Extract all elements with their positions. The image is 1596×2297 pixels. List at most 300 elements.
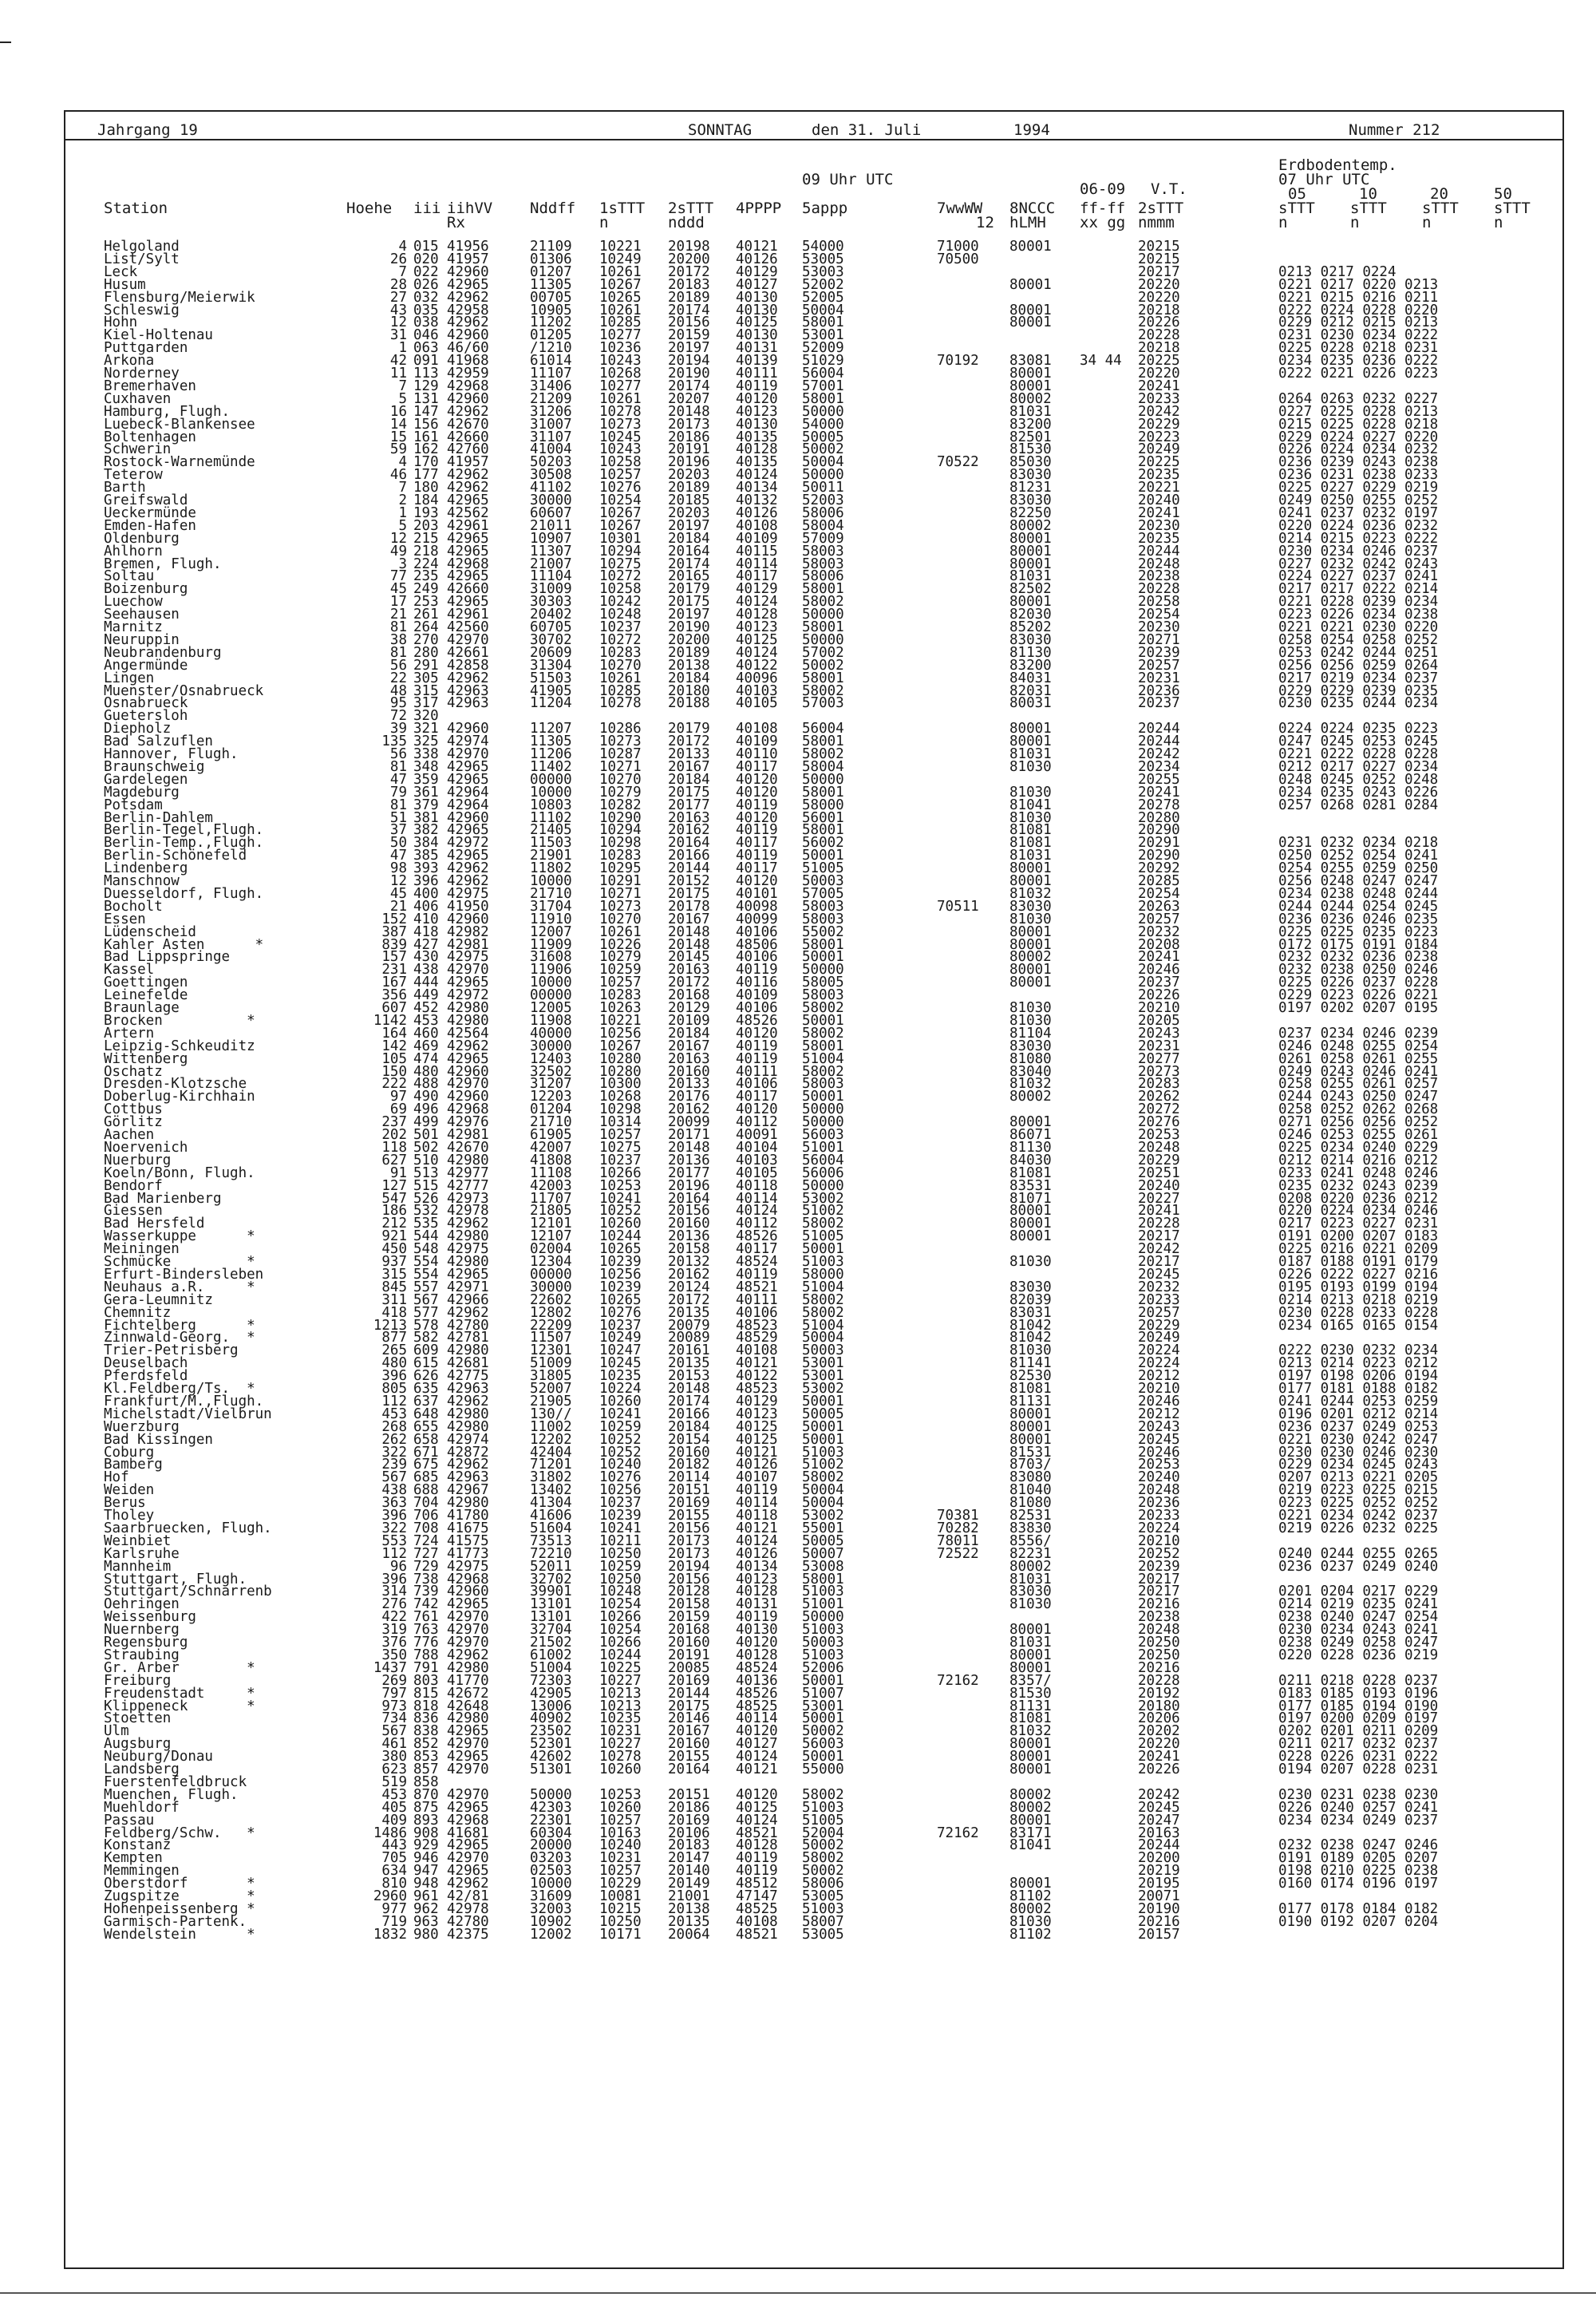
vt-value: 20251	[1138, 1164, 1180, 1181]
nddff-value: 13006	[530, 1698, 572, 1714]
soil-temps: 0177 0178 0184 0182	[1278, 1900, 1439, 1917]
iihvv-value: 42960	[447, 911, 489, 927]
station-height: 4	[398, 454, 407, 471]
iihvv-value: 42968	[447, 555, 489, 572]
temp-2-value: 20174	[668, 378, 710, 394]
station-height: 12	[389, 873, 407, 889]
vt-value: 20217	[1138, 1571, 1180, 1587]
vt-value: 20243	[1138, 1418, 1180, 1435]
table-row	[65, 568, 1562, 585]
temp-1-value: 10300	[599, 1076, 642, 1093]
iihvv-value: 42981	[447, 1127, 489, 1143]
temp-1-value: 10259	[599, 962, 642, 978]
cloud-value: 80001	[1009, 1659, 1052, 1676]
table-row	[65, 1190, 1562, 1207]
station-name: Zugspitze *	[104, 1888, 255, 1904]
nddff-value: 02503	[530, 1863, 572, 1880]
cloud-value: 81231	[1009, 480, 1052, 496]
station-height: 14	[389, 416, 407, 433]
cloud-value: 83030	[1009, 467, 1052, 484]
table-row	[65, 1050, 1562, 1067]
temp-2-value: 20089	[668, 1330, 710, 1346]
station-id: 836	[413, 1710, 439, 1727]
temp-1-value: 10241	[599, 1405, 642, 1422]
table-row	[65, 873, 1562, 889]
table-row	[65, 1622, 1562, 1639]
iihvv-value: 42760	[447, 441, 489, 458]
station-name: Norderney	[104, 366, 180, 382]
station-id: 218	[413, 543, 439, 559]
station-height: 42	[389, 353, 407, 370]
temp-2-value: 20197	[668, 517, 710, 534]
station-id: 515	[413, 1177, 439, 1194]
pressure-value: 47147	[736, 1888, 778, 1904]
station-name: Chemnitz	[104, 1304, 172, 1321]
tendency-value: 58003	[802, 555, 844, 572]
cloud-value: 81032	[1009, 885, 1052, 902]
header-rule	[65, 139, 1562, 140]
temp-1-value: 10253	[599, 1177, 642, 1194]
temp-1-value: 10270	[599, 771, 642, 788]
temp-2-value: 20135	[668, 1913, 710, 1930]
iihvv-value: 41968	[447, 353, 489, 370]
nddff-value: 01306	[530, 251, 572, 267]
station-height: 350	[381, 1647, 407, 1663]
soil-temps: 0213 0214 0223 0212	[1278, 1355, 1439, 1372]
temp-2-value: 20171	[668, 1127, 710, 1143]
vt-value: 20225	[1138, 353, 1180, 370]
temp-2-value: 20167	[668, 758, 710, 775]
nddff-value: 21405	[530, 822, 572, 839]
station-height: 7	[398, 480, 407, 496]
cloud-value: 80001	[1009, 1216, 1052, 1232]
station-name: Koeln/Bonn, Flugh.	[104, 1164, 255, 1181]
table-row	[65, 1508, 1562, 1524]
temp-1-value: 10260	[599, 1761, 642, 1777]
table-row	[65, 695, 1562, 712]
temp-2-value: 20160	[668, 1736, 710, 1753]
cloud-value: 82030	[1009, 607, 1052, 623]
soil-temps: 0238 0249 0258 0247	[1278, 1635, 1439, 1651]
cloud-value: 81030	[1009, 1342, 1052, 1359]
cloud-value: 80001	[1009, 1812, 1052, 1829]
cloud-value: 80001	[1009, 555, 1052, 572]
tendency-value: 50000	[802, 1101, 844, 1118]
tendency-value: 56006	[802, 1164, 844, 1181]
temp-2-value: 20184	[668, 1025, 710, 1042]
iihvv-value: 42963	[447, 695, 489, 712]
station-name: Mannheim	[104, 1558, 172, 1575]
temp-2-value: 20162	[668, 1266, 710, 1283]
cloud-value: 80001	[1009, 860, 1052, 877]
station-height: 5	[398, 517, 407, 534]
soil-temps: 0230 0228 0233 0228	[1278, 1304, 1439, 1321]
station-height: 105	[381, 1050, 407, 1067]
station-name: Stuttgart, Flugh.	[104, 1571, 247, 1587]
station-height: 1213	[373, 1317, 407, 1334]
tendency-value: 58006	[802, 568, 844, 585]
pressure-value: 40124	[736, 467, 778, 484]
station-name: Doberlug-Kirchhain	[104, 1089, 255, 1105]
pressure-value: 48521	[736, 1926, 778, 1943]
cloud-value: 84030	[1009, 1152, 1052, 1168]
soil-temps: 0219 0226 0232 0225	[1278, 1520, 1439, 1536]
station-name: Augsburg	[104, 1736, 172, 1753]
temp-2-value: 20164	[668, 1761, 710, 1777]
station-name: Bamberg	[104, 1457, 163, 1473]
pressure-value: 48523	[736, 1381, 778, 1397]
col-ff-sub: xx gg	[1080, 214, 1126, 231]
nddff-value: 22209	[530, 1317, 572, 1334]
iihvv-value: 42980	[447, 1710, 489, 1727]
tendency-value: 58004	[802, 758, 844, 775]
nddff-value: 10000	[530, 1876, 572, 1892]
nddff-value: 32502	[530, 1063, 572, 1080]
station-id: 803	[413, 1672, 439, 1689]
iihvv-value: 42975	[447, 1558, 489, 1575]
tendency-value: 51029	[802, 353, 844, 370]
tendency-value: 50005	[802, 1405, 844, 1422]
vt-value: 20217	[1138, 263, 1180, 280]
cloud-value: 81040	[1009, 1482, 1052, 1499]
pressure-value: 40119	[736, 1038, 778, 1054]
cloud-value: 81030	[1009, 809, 1052, 826]
temp-1-value: 10294	[599, 822, 642, 839]
station-height: 7	[398, 378, 407, 394]
station-name: Artern	[104, 1025, 155, 1042]
station-id: 379	[413, 797, 439, 813]
pressure-value: 40110	[736, 746, 778, 762]
temp-2-value: 20176	[668, 1089, 710, 1105]
station-height: 607	[381, 1000, 407, 1016]
temp-2-value: 20167	[668, 1723, 710, 1740]
temp-1-value: 10245	[599, 1355, 642, 1372]
temp-2-value: 20148	[668, 923, 710, 940]
cloud-value: 85202	[1009, 619, 1052, 635]
table-row	[65, 1825, 1562, 1841]
station-id: 727	[413, 1545, 439, 1562]
table-row	[65, 1012, 1562, 1029]
cloud-value: 81130	[1009, 1139, 1052, 1156]
station-id: 980	[413, 1926, 439, 1943]
temp-2-value: 20180	[668, 682, 710, 699]
temp-2-value: 20184	[668, 1418, 710, 1435]
iihvv-value: 41950	[447, 898, 489, 915]
station-height: 39	[389, 721, 407, 737]
station-id: 305	[413, 670, 439, 686]
nddff-value: 30508	[530, 467, 572, 484]
iihvv-value: 42975	[447, 949, 489, 966]
pressure-value: 40128	[736, 1583, 778, 1600]
station-id: 460	[413, 1025, 439, 1042]
soil-temps: 0202 0201 0211 0209	[1278, 1723, 1439, 1740]
cloud-value: 80001	[1009, 1749, 1052, 1765]
vt-value: 20210	[1138, 1000, 1180, 1016]
nddff-value: 22301	[530, 1812, 572, 1829]
station-id: 488	[413, 1076, 439, 1093]
vt-value: 20233	[1138, 1291, 1180, 1308]
nddff-value: 31009	[530, 581, 572, 598]
cloud-value: 81030	[1009, 784, 1052, 801]
iihvv-value: 42963	[447, 682, 489, 699]
station-height: 387	[381, 923, 407, 940]
station-id: 724	[413, 1532, 439, 1549]
station-name: Berlin-Dahlem	[104, 809, 213, 826]
depth-10: 10	[1359, 185, 1377, 203]
tendency-value: 53001	[802, 1355, 844, 1372]
vt-value: 20220	[1138, 1736, 1180, 1753]
vt-value: 20236	[1138, 1495, 1180, 1512]
iihvv-value: 42960	[447, 721, 489, 737]
pressure-value: 40111	[736, 1063, 778, 1080]
iihvv-value: 42960	[447, 263, 489, 280]
table-row	[65, 1139, 1562, 1156]
vt-value: 20291	[1138, 835, 1180, 852]
temp-2-value: 20188	[668, 695, 710, 712]
temp-2-value: 20164	[668, 543, 710, 559]
table-row	[65, 378, 1562, 394]
iihvv-value: 42965	[447, 1837, 489, 1854]
iihvv-value: 42980	[447, 1254, 489, 1270]
nddff-value: 11002	[530, 1418, 572, 1435]
soil-temps: 0226 0224 0234 0232	[1278, 441, 1439, 458]
tendency-value: 50000	[802, 631, 844, 648]
temp-1-value: 10243	[599, 441, 642, 458]
station-id: 685	[413, 1469, 439, 1486]
tendency-value: 50001	[802, 1393, 844, 1409]
cloud-value: 83040	[1009, 1063, 1052, 1080]
table-row	[65, 1101, 1562, 1118]
temp-1-value: 10268	[599, 1089, 642, 1105]
table-row	[65, 1254, 1562, 1270]
station-name: Aachen	[104, 1127, 155, 1143]
nddff-value: 52007	[530, 1381, 572, 1397]
tendency-value: 50003	[802, 1635, 844, 1651]
station-name: Konstanz	[104, 1837, 172, 1854]
station-name: Gr. Arber *	[104, 1659, 255, 1676]
soil-temps: 0211 0217 0232 0237	[1278, 1736, 1439, 1753]
tendency-value: 51005	[802, 1228, 844, 1245]
station-height: 405	[381, 1799, 407, 1816]
station-id: 091	[413, 353, 439, 370]
temp-1-value: 10261	[599, 670, 642, 686]
station-height: 79	[389, 784, 407, 801]
station-name: Kassel	[104, 962, 155, 978]
cloud-value: 81031	[1009, 568, 1052, 585]
station-height: 118	[381, 1139, 407, 1156]
iihvv-value: 42965	[447, 543, 489, 559]
temp-1-value: 10081	[599, 1888, 642, 1904]
cloud-value: 81030	[1009, 1000, 1052, 1016]
tendency-value: 55000	[802, 1761, 844, 1777]
station-id: 548	[413, 1241, 439, 1258]
temp-2-value: 20182	[668, 1457, 710, 1473]
table-row	[65, 581, 1562, 598]
temp-1-value: 10248	[599, 1583, 642, 1600]
station-height: 265	[381, 1342, 407, 1359]
nddff-value: 10905	[530, 302, 572, 318]
vt-label: V.T.	[1151, 180, 1187, 198]
pressure-value: 40117	[736, 1241, 778, 1258]
nddff-value: 31802	[530, 1469, 572, 1486]
station-id: 490	[413, 1089, 439, 1105]
nddff-value: 61905	[530, 1127, 572, 1143]
nddff-value: 20609	[530, 644, 572, 661]
cloud-value: 83030	[1009, 492, 1052, 508]
tendency-value: 58000	[802, 1266, 844, 1283]
pressure-value: 40114	[736, 1710, 778, 1727]
depth-50: 50	[1494, 185, 1512, 203]
tendency-value: 52005	[802, 289, 844, 306]
station-id: 418	[413, 923, 439, 940]
temp-1-value: 10277	[599, 378, 642, 394]
iihvv-value: 42962	[447, 289, 489, 306]
iihvv-value: 42858	[447, 657, 489, 674]
table-row	[65, 758, 1562, 775]
nddff-value: 21710	[530, 885, 572, 902]
table-row	[65, 1863, 1562, 1880]
table-row	[65, 1609, 1562, 1626]
tendency-value: 52002	[802, 276, 844, 293]
table-row	[65, 1431, 1562, 1448]
station-height: 167	[381, 975, 407, 991]
temp-2-value: 20168	[668, 987, 710, 1004]
station-height: 1142	[373, 1012, 407, 1029]
temp-1-value: 10276	[599, 1304, 642, 1321]
cloud-value: 80002	[1009, 1786, 1052, 1803]
cloud-value: 80002	[1009, 1799, 1052, 1816]
nddff-value: 31406	[530, 378, 572, 394]
station-name: Wittenberg	[104, 1050, 188, 1067]
iihvv-value: 42970	[447, 962, 489, 978]
station-height: 311	[381, 1291, 407, 1308]
vt-value: 20283	[1138, 1076, 1180, 1093]
col-t2: 2sTTT	[668, 200, 714, 217]
iihvv-value: 42780	[447, 1913, 489, 1930]
nddff-value: 31206	[530, 403, 572, 420]
table-row	[65, 1177, 1562, 1194]
soil-temps: 0230 0230 0246 0230	[1278, 1444, 1439, 1461]
pressure-value: 40130	[736, 302, 778, 318]
station-height: 719	[381, 1913, 407, 1930]
cloud-value: 82530	[1009, 1368, 1052, 1385]
nddff-value: 12802	[530, 1304, 572, 1321]
vt-value: 20233	[1138, 1508, 1180, 1524]
temp-1-value: 10290	[599, 809, 642, 826]
vt-value: 20243	[1138, 1025, 1180, 1042]
table-row	[65, 1330, 1562, 1346]
jahrgang-label: Jahrgang 19	[97, 121, 198, 139]
vt-value: 20255	[1138, 771, 1180, 788]
station-name: Weinbiet	[104, 1532, 172, 1549]
table-row	[65, 1913, 1562, 1930]
station-id: 032	[413, 289, 439, 306]
temp-2-value: 20159	[668, 1609, 710, 1626]
tendency-value: 50004	[802, 1482, 844, 1499]
iihvv-value: 42560	[447, 619, 489, 635]
cloud-value: 81031	[1009, 1635, 1052, 1651]
station-name: Oehringen	[104, 1596, 180, 1613]
iihvv-value: 42962	[447, 1038, 489, 1054]
vt-value: 20241	[1138, 378, 1180, 394]
iihvv-value: 42971	[447, 1279, 489, 1295]
temp-1-value: 10279	[599, 784, 642, 801]
tendency-value: 57005	[802, 885, 844, 902]
tendency-value: 50001	[802, 1672, 844, 1689]
nddff-value: 52301	[530, 1736, 572, 1753]
station-name: Görlitz	[104, 1114, 163, 1131]
pressure-value: 40123	[736, 403, 778, 420]
temp-1-value: 10239	[599, 1279, 642, 1295]
temp-1-value: 10239	[599, 1254, 642, 1270]
iihvv-value: 42980	[447, 1405, 489, 1422]
nddff-value: 21011	[530, 517, 572, 534]
nddff-value: 11108	[530, 1164, 572, 1181]
nddff-value: 41808	[530, 1152, 572, 1168]
vt-value: 20245	[1138, 1799, 1180, 1816]
station-height: 91	[389, 1164, 407, 1181]
cloud-value: 81030	[1009, 758, 1052, 775]
station-id: 791	[413, 1659, 439, 1676]
pressure-value: 40124	[736, 1203, 778, 1220]
cloud-value: 81081	[1009, 835, 1052, 852]
vt-value: 20212	[1138, 1368, 1180, 1385]
temp-1-value: 10278	[599, 695, 642, 712]
temp-1-value: 10263	[599, 1000, 642, 1016]
temp-1-value: 10213	[599, 1698, 642, 1714]
nddff-value: 00000	[530, 771, 572, 788]
nddff-value: 11207	[530, 721, 572, 737]
cloud-value: 80001	[1009, 1876, 1052, 1892]
vt-value: 20223	[1138, 429, 1180, 445]
pressure-value: 40106	[736, 1076, 778, 1093]
soil-temps: 0233 0241 0248 0246	[1278, 1164, 1439, 1181]
soil-temps: 0229 0224 0227 0220	[1278, 429, 1439, 445]
soil-temps: 0226 0222 0227 0216	[1278, 1266, 1439, 1283]
vt-value: 20245	[1138, 1431, 1180, 1448]
station-name: Barth	[104, 480, 146, 496]
soil-temps: 0183 0185 0193 0196	[1278, 1685, 1439, 1702]
tendency-value: 50001	[802, 1012, 844, 1029]
tendency-value: 58002	[802, 1216, 844, 1232]
temp-1-value: 10224	[599, 1381, 642, 1397]
temp-1-value: 10248	[599, 607, 642, 623]
tendency-value: 58001	[802, 314, 844, 331]
tendency-value: 50000	[802, 1177, 844, 1194]
cloud-value: 83080	[1009, 1469, 1052, 1486]
tendency-value: 56001	[802, 809, 844, 826]
station-height: 50	[389, 835, 407, 852]
table-row	[65, 441, 1562, 458]
tendency-value: 50004	[802, 1495, 844, 1512]
station-height: 973	[381, 1698, 407, 1714]
station-name: Kl.Feldberg/Ts. *	[104, 1381, 255, 1397]
station-height: 380	[381, 1749, 407, 1765]
vt-value: 20208	[1138, 936, 1180, 953]
station-height: 315	[381, 1266, 407, 1283]
pressure-value: 40126	[736, 504, 778, 521]
pressure-value: 40121	[736, 1355, 778, 1372]
temp-2-value: 20197	[668, 607, 710, 623]
temp-1-value: 10237	[599, 1317, 642, 1334]
station-name: Gardelegen	[104, 771, 188, 788]
station-id: 947	[413, 1863, 439, 1880]
vt-value: 20250	[1138, 1635, 1180, 1651]
nddff-value: 39901	[530, 1583, 572, 1600]
temp-2-value: 20133	[668, 746, 710, 762]
station-id: 742	[413, 1596, 439, 1613]
table-row	[65, 1659, 1562, 1676]
